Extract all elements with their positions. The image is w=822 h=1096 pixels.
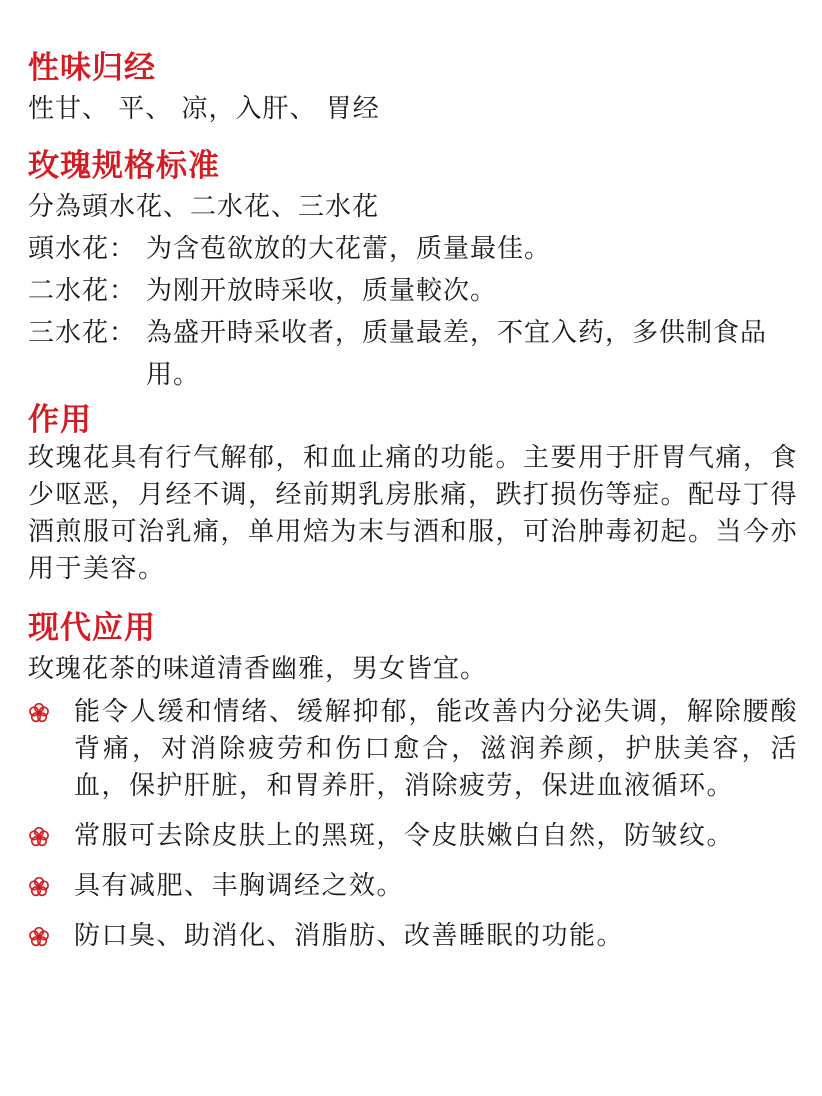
grade-row bbox=[28, 270, 798, 312]
bullet-text: 能令人缓和情绪、缓解抑郁，能改善内分泌失调，解除腰酸背痛，对消除疲劳和伤口愈合，滋润养颜，护肤美容，活血，保护肝脏，和胃养肝，消除疲劳，保进血液循环。 bbox=[74, 697, 798, 801]
section-grading bbox=[28, 146, 798, 396]
list-item bbox=[28, 818, 798, 855]
list-item bbox=[28, 694, 798, 805]
flower-icon bbox=[28, 868, 74, 905]
flower-icon bbox=[28, 918, 74, 955]
grade-row bbox=[28, 228, 798, 270]
section-title-nature: 性味归经 bbox=[28, 50, 156, 86]
grade-desc: 為盛开時采收者，质量最差，不宜入药，多供制食品用。 bbox=[146, 318, 768, 390]
modern-intro: 玫瑰花茶的味道清香幽雅，男女皆宜。 bbox=[28, 654, 488, 684]
document-page bbox=[28, 48, 798, 955]
grade-list bbox=[28, 228, 798, 396]
grade-label: 三水花： bbox=[28, 318, 137, 348]
grading-intro: 分為頭水花、二水花、三水花 bbox=[28, 192, 380, 222]
section-title-modern: 现代应用 bbox=[28, 610, 156, 646]
list-item bbox=[28, 868, 798, 905]
flower-icon bbox=[28, 818, 74, 855]
section-effects bbox=[28, 400, 798, 588]
grade-desc: 为含苞欲放的大花蕾，质量最佳。 bbox=[146, 234, 552, 264]
list-item bbox=[28, 918, 798, 955]
bullet-text: 常服可去除皮肤上的黑斑，令皮肤嫩白自然，防皱纹。 bbox=[74, 821, 735, 851]
section-title-effects: 作用 bbox=[28, 402, 92, 438]
nature-text: 性甘、 平、 凉，入肝、 胃经 bbox=[28, 94, 380, 124]
grade-row bbox=[28, 312, 798, 396]
grade-label: 頭水花： bbox=[28, 234, 137, 264]
flower-icon bbox=[28, 694, 74, 731]
section-nature bbox=[28, 48, 798, 130]
section-modern bbox=[28, 608, 798, 955]
effects-text: 玫瑰花具有行气解郁，和血止痛的功能。主要用于肝胃气痛，食少呕恶，月经不调，经前期乳房胀痛，跌打损伤等症。配母丁得酒煎服可治乳痛，单用焙为末与酒和服，可治肿毒初起。当今亦用于美容。 bbox=[28, 443, 799, 584]
section-title-grading: 玫瑰规格标准 bbox=[28, 148, 220, 184]
bullet-text: 防口臭、助消化、消脂肪、改善睡眠的功能。 bbox=[74, 921, 625, 951]
bullet-text: 具有减肥、丰胸调经之效。 bbox=[74, 871, 405, 901]
grade-label: 二水花： bbox=[28, 276, 137, 306]
bullet-list bbox=[28, 694, 798, 955]
grade-desc: 为刚开放時采收，质量較次。 bbox=[146, 276, 498, 306]
